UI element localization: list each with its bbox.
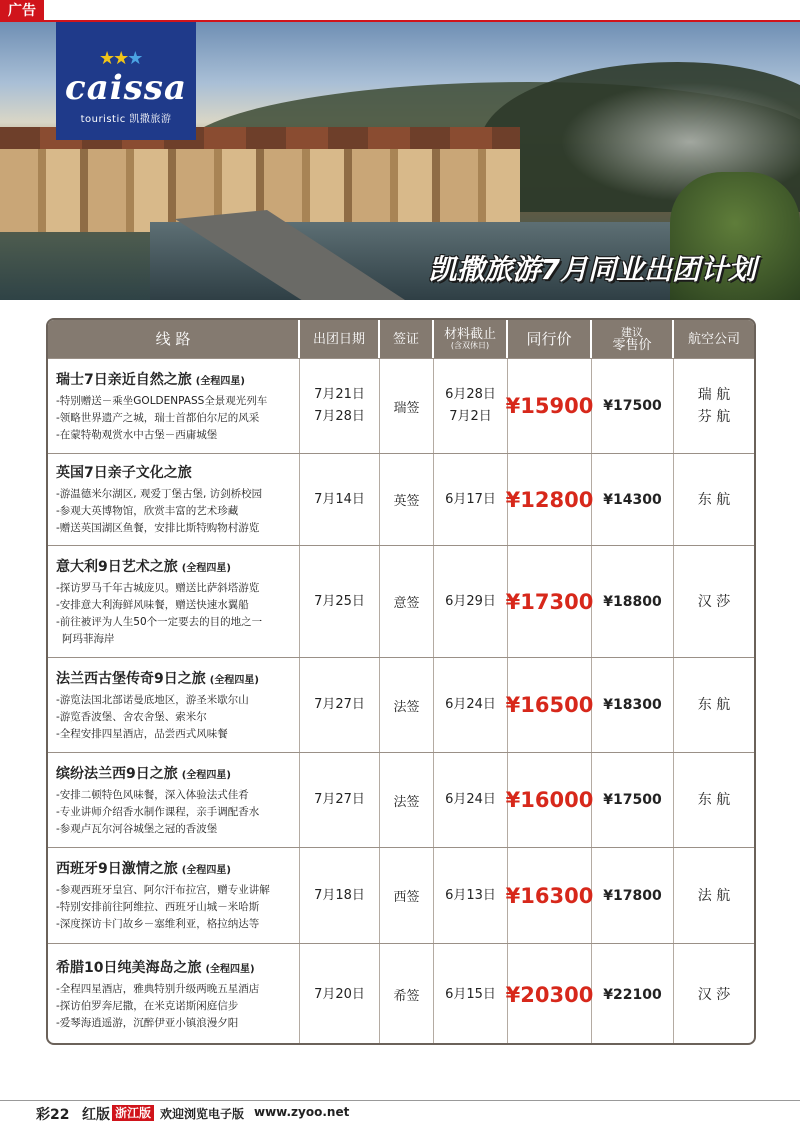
deadline-date: 6月13日	[445, 887, 496, 903]
airline-name: 芬 航	[697, 409, 731, 425]
route-title	[56, 763, 231, 783]
retail-price: ¥18800	[603, 593, 662, 610]
visa-cell	[380, 454, 434, 545]
tour-table	[46, 318, 756, 1045]
airline-name: 汉 莎	[697, 986, 731, 1003]
visa-type: 法签	[393, 699, 420, 715]
route-highlight: -探访伯罗奔尼撒，在米克诺斯闲庭信步	[56, 1000, 239, 1012]
deadline-date: 7月2日	[449, 409, 492, 424]
visa-type: 英签	[393, 494, 420, 509]
col-deadline	[434, 320, 508, 358]
route-title	[56, 462, 192, 482]
visa-type: 西签	[393, 890, 420, 905]
peer-price: ¥16500	[505, 693, 594, 717]
peer-price: ¥12800	[505, 487, 594, 512]
table-row	[48, 752, 754, 847]
visa-cell	[380, 359, 434, 453]
route-highlight: -全程四星酒店，雅典特别升级两晚五星酒店	[56, 983, 260, 995]
col-date: 出团日期	[300, 320, 380, 358]
date-cell	[300, 546, 380, 657]
deadline-cell	[434, 454, 508, 545]
route-highlight: -赠送英国湖区鱼餐，安排比斯特购物村游览	[56, 522, 260, 534]
route-cell	[48, 658, 300, 752]
airline-cell	[674, 454, 754, 545]
page-number: 彩22	[36, 1107, 70, 1123]
departure-date: 7月27日	[314, 697, 365, 712]
caissa-logo	[56, 22, 196, 140]
departure-date: 7月20日	[314, 986, 365, 1002]
date-cell	[300, 454, 380, 545]
route-star-tag: (全程四星)	[181, 769, 231, 781]
peer-price: ¥16300	[505, 883, 594, 908]
route-highlight: -参观西班牙皇宫、阿尔汗布拉宫，赠专业讲解	[56, 884, 270, 896]
retail-price: ¥22100	[603, 986, 662, 1003]
route-star-tag: (全程四星)	[181, 865, 231, 876]
visa-cell	[380, 546, 434, 657]
airline-cell	[674, 944, 754, 1045]
col-retail-line1: 建议	[620, 326, 643, 339]
retail-price: ¥17500	[603, 792, 662, 808]
region-badge: 浙江版	[112, 1105, 154, 1121]
visa-type: 希签	[393, 989, 420, 1004]
col-visa: 签证	[380, 320, 434, 358]
retail-cell	[592, 753, 674, 847]
col-route: 线 路	[48, 320, 300, 358]
route-star-tag: (全程四星)	[205, 964, 255, 975]
route-highlight: -参观卢瓦尔河谷城堡之冠的香波堡	[56, 822, 218, 835]
route-name: 法兰西古堡传奇9日之旅	[56, 670, 206, 687]
table-row	[48, 453, 754, 545]
airline-cell	[674, 658, 754, 752]
col-peer-price: 同行价	[508, 320, 592, 358]
table-row	[48, 545, 754, 657]
route-name: 英国7日亲子文化之旅	[56, 465, 192, 481]
peer-price: ¥17300	[505, 589, 594, 614]
footer-message: 欢迎浏览电子版	[160, 1107, 245, 1121]
route-title	[56, 668, 259, 688]
date-cell	[300, 359, 380, 453]
retail-cell	[592, 359, 674, 453]
route-cell	[48, 546, 300, 657]
route-highlight: -前往被评为人生50个一定要去的目的地之一	[56, 615, 263, 628]
deadline-date: 6月29日	[445, 593, 496, 609]
col-airline: 航空公司	[687, 331, 740, 347]
route-title	[56, 556, 231, 576]
peer-price-cell	[505, 454, 594, 545]
peer-price-cell	[505, 753, 594, 847]
route-highlight: -专业讲师介绍香水制作课程，亲手调配香水	[56, 805, 260, 818]
peer-price-cell	[505, 546, 594, 657]
route-star-tag: (全程四星)	[195, 375, 245, 387]
retail-price: ¥14300	[603, 491, 662, 508]
route-highlight: -深度探访卡门故乡－塞维利亚，格拉纳达等	[56, 918, 260, 930]
airline-name: 东 航	[697, 491, 731, 508]
peer-price: ¥15900	[505, 394, 594, 418]
logo-brand: caissa	[65, 68, 187, 108]
route-name: 西班牙9日激情之旅	[56, 861, 178, 877]
route-cell	[48, 944, 300, 1045]
deadline-cell	[434, 546, 508, 657]
route-title	[56, 957, 255, 977]
route-highlight: -领略世界遗产之城，瑞士首都伯尔尼的风采	[56, 411, 260, 424]
route-name: 意大利9日艺术之旅	[56, 558, 178, 575]
table-header	[48, 320, 754, 358]
visa-type: 法签	[393, 794, 420, 810]
departure-date: 7月27日	[314, 792, 365, 807]
retail-price: ¥17800	[603, 887, 662, 904]
retail-cell	[592, 546, 674, 657]
route-highlight: -爱琴海逍遥游，沉醉伊亚小镇浪漫夕阳	[56, 1017, 239, 1029]
route-star-tag: (全程四星)	[209, 674, 259, 686]
visa-cell	[380, 944, 434, 1045]
deadline-cell	[434, 848, 508, 943]
route-cell	[48, 848, 300, 943]
route-name: 希腊10日纯美海岛之旅	[56, 960, 202, 976]
retail-cell	[592, 944, 674, 1045]
peer-price-cell	[505, 658, 594, 752]
logo-subtitle: touristic 凯撒旅游	[80, 114, 172, 125]
date-cell	[300, 944, 380, 1045]
table-row	[48, 358, 754, 453]
route-title	[56, 858, 231, 878]
airline-cell	[674, 546, 754, 657]
page-title: 凯撒旅游7月同业出团计划	[428, 253, 756, 286]
airline-cell	[674, 753, 754, 847]
peer-price: ¥20300	[505, 982, 594, 1007]
airline-cell	[674, 359, 754, 453]
visa-type: 意签	[393, 596, 420, 611]
col-deadline-main: 材料截止	[443, 327, 496, 342]
deadline-cell	[434, 359, 508, 453]
departure-date: 7月14日	[314, 491, 365, 507]
route-name: 缤纷法兰西9日之旅	[56, 765, 178, 782]
route-highlight: -游温德米尔湖区, 观爱丁堡古堡, 访剑桥校园	[56, 488, 263, 500]
peer-price-cell	[505, 848, 594, 943]
departure-date: 7月25日	[314, 593, 365, 609]
airline-name: 瑞 航	[697, 387, 731, 403]
date-cell	[300, 658, 380, 752]
visa-type: 瑞签	[393, 400, 420, 416]
edition-label: 红版	[82, 1107, 110, 1123]
deadline-date: 6月15日	[445, 986, 496, 1002]
airline-name: 法 航	[697, 887, 731, 904]
route-highlight: -全程安排四星酒店，品尝西式风味餐	[56, 727, 228, 740]
visa-cell	[380, 753, 434, 847]
retail-price: ¥17500	[603, 398, 662, 414]
col-retail	[592, 320, 674, 358]
route-highlight: -游览香波堡、舍农舍堡、索米尔	[56, 710, 207, 723]
route-star-tag: (全程四星)	[181, 562, 231, 574]
deadline-cell	[434, 658, 508, 752]
route-highlight: -特别赠送－乘坐GOLDENPASS全景观光列车	[56, 394, 268, 407]
peer-price: ¥16000	[505, 788, 594, 812]
footer	[0, 1100, 800, 1123]
table-row	[48, 943, 754, 1045]
col-deadline-note: (含双休日)	[450, 341, 490, 350]
deadline-date: 6月24日	[445, 792, 496, 807]
table-row	[48, 847, 754, 943]
table-row	[48, 657, 754, 752]
airline-name: 汉 莎	[697, 593, 731, 610]
deadline-date: 6月28日	[445, 387, 496, 402]
date-cell	[300, 848, 380, 943]
retail-cell	[592, 848, 674, 943]
route-highlight: -参观大英博物馆，欣赏丰富的艺术珍藏	[56, 505, 239, 517]
route-highlight: 阿玛菲海岸	[62, 632, 115, 645]
departure-date: 7月28日	[314, 409, 365, 424]
deadline-cell	[434, 753, 508, 847]
route-title	[56, 369, 245, 389]
retail-cell	[592, 658, 674, 752]
peer-price-cell	[505, 359, 594, 453]
deadline-cell	[434, 944, 508, 1045]
ad-tag: 广告	[0, 0, 44, 22]
route-name: 瑞士7日亲近自然之旅	[56, 371, 192, 388]
route-highlight: -安排二顿特色风味餐，深入体验法式佳肴	[56, 788, 249, 801]
retail-price: ¥18300	[603, 697, 662, 713]
date-cell	[300, 753, 380, 847]
visa-cell	[380, 848, 434, 943]
route-highlight: -游览法国北部诺曼底地区，游圣米歇尔山	[56, 693, 249, 706]
retail-cell	[592, 454, 674, 545]
peer-price-cell	[505, 944, 594, 1045]
airline-cell	[674, 848, 754, 943]
route-highlight: -特别安排前往阿维拉、西班牙山城－米哈斯	[56, 901, 260, 913]
stars-icon: ★★★	[99, 48, 142, 69]
route-cell	[48, 454, 300, 545]
airline-name: 东 航	[697, 792, 731, 808]
footer-url[interactable]: www.zyoo.net	[254, 1105, 350, 1119]
visa-cell	[380, 658, 434, 752]
col-retail-line2: 零售价	[612, 338, 652, 353]
route-cell	[48, 359, 300, 453]
route-cell	[48, 753, 300, 847]
deadline-date: 6月24日	[445, 697, 496, 712]
departure-date: 7月18日	[314, 887, 365, 903]
deadline-date: 6月17日	[445, 491, 496, 507]
airline-name: 东 航	[697, 697, 731, 713]
route-highlight: -安排意大利海鲜风味餐，赠送快速水翼船	[56, 598, 249, 611]
route-highlight: -在蒙特勒观赏水中古堡－西庸城堡	[56, 428, 218, 441]
route-highlight: -探访罗马千年古城庞贝。赠送比萨斜塔游览	[56, 581, 260, 594]
departure-date: 7月21日	[314, 387, 365, 402]
